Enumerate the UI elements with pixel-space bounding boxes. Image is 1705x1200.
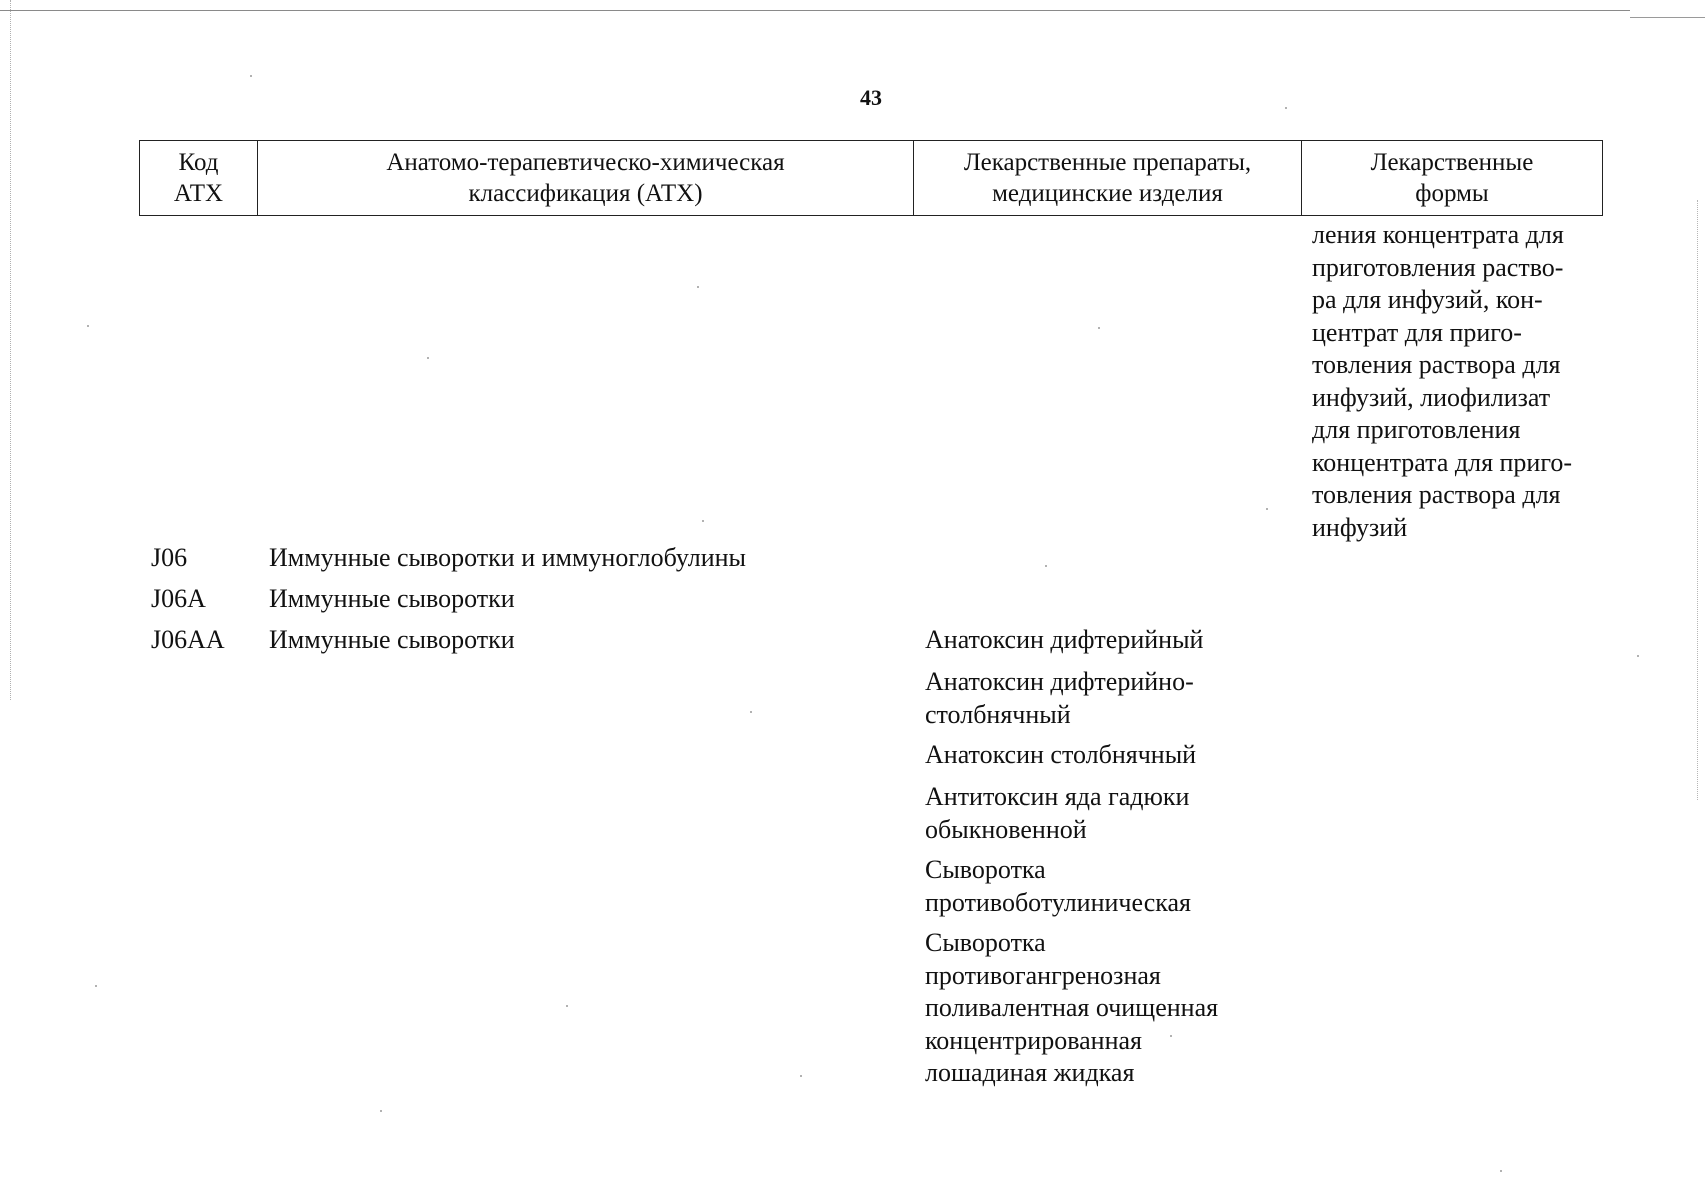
header-code-line: АТХ <box>173 180 224 207</box>
drug-line: Анатоксин столбнячный <box>925 740 1197 769</box>
header-forms-line: Лекарственные <box>1370 149 1534 176</box>
drug-item <box>925 739 1196 772</box>
drug-item <box>925 666 1194 731</box>
drug-line: противогангренозная <box>925 960 1161 990</box>
forms-line: товления раствора для <box>1312 350 1561 379</box>
scan-speck <box>87 325 89 327</box>
scan-edge-top <box>0 10 1630 11</box>
header-drugs-line: медицинские изделия <box>992 180 1223 207</box>
drug-line: концентрированная <box>925 1025 1142 1055</box>
scan-speck <box>1266 508 1268 510</box>
scan-edge-right <box>1697 200 1698 800</box>
forms-line: для приготовления <box>1312 415 1521 444</box>
drug-line: Сыворотка <box>925 855 1046 884</box>
scan-speck <box>750 711 752 713</box>
scan-speck <box>1045 565 1047 567</box>
scan-speck <box>1098 327 1100 329</box>
drug-item <box>925 781 1189 846</box>
header-forms <box>1302 141 1603 216</box>
drug-line: обыкновенной <box>925 814 1087 844</box>
drug-line: Анатоксин дифтерийно- <box>925 667 1194 696</box>
table-header <box>139 140 1603 216</box>
atc-classification: Иммунные сыворотки <box>269 584 515 613</box>
scan-speck <box>380 1110 382 1112</box>
drug-item <box>925 624 1203 657</box>
scan-speck <box>566 1005 568 1007</box>
drug-line: Сыворотка <box>925 928 1046 957</box>
scan-edge-left <box>10 0 11 700</box>
forms-line: инфузий <box>1312 512 1408 542</box>
scan-speck <box>250 75 252 77</box>
atc-classification: Иммунные сыворотки <box>269 625 515 654</box>
header-code <box>140 141 258 216</box>
drug-line: противоботулиническая <box>925 887 1191 917</box>
scan-speck <box>1637 655 1639 657</box>
scan-speck <box>427 357 429 359</box>
header-drugs-line: Лекарственные препараты, <box>963 149 1252 176</box>
header-code-line: Код <box>178 149 219 176</box>
page-number: 43 <box>860 85 882 110</box>
scan-edge-top-right <box>1630 17 1705 18</box>
header-forms-line: формы <box>1415 180 1489 207</box>
forms-line: центрат для приго- <box>1312 317 1522 347</box>
atc-code: J06AA <box>151 625 225 654</box>
drug-item <box>925 927 1218 1090</box>
drug-line: Анатоксин дифтерийный <box>925 625 1204 654</box>
header-drugs <box>914 141 1302 216</box>
drug-line: Антитоксин яда гадюки <box>925 782 1190 811</box>
scan-speck <box>95 985 97 987</box>
forms-line: концентрата для приго- <box>1312 447 1573 477</box>
scan-speck <box>702 520 704 522</box>
continued-forms-cell <box>1312 219 1572 544</box>
drug-item <box>925 854 1191 919</box>
scan-speck <box>1170 1035 1172 1037</box>
scan-speck <box>800 1075 802 1077</box>
scan-speck <box>697 286 699 288</box>
drug-line: столбнячный <box>925 699 1071 729</box>
atc-code: J06 <box>151 543 188 572</box>
header-classification <box>258 141 914 216</box>
forms-line: ра для инфузий, кон- <box>1312 285 1543 314</box>
drug-line: поливалентная очищенная <box>925 993 1219 1022</box>
header-classification-line: Анатомо-терапевтическо-химическая <box>386 149 785 176</box>
forms-line: товления раствора для <box>1312 480 1561 509</box>
forms-line: инфузий, лиофилизат <box>1312 382 1551 412</box>
atc-classification: Иммунные сыворотки и иммуноглобулины <box>269 543 747 572</box>
forms-line: приготовления раство- <box>1312 252 1564 282</box>
header-classification-line: классификация (АТХ) <box>468 180 703 207</box>
forms-line: ления концентрата для <box>1312 220 1564 249</box>
scan-speck <box>1285 107 1287 109</box>
scan-speck <box>1500 1170 1502 1172</box>
atc-code: J06A <box>151 584 206 613</box>
drug-line: лошадиная жидкая <box>925 1058 1135 1087</box>
